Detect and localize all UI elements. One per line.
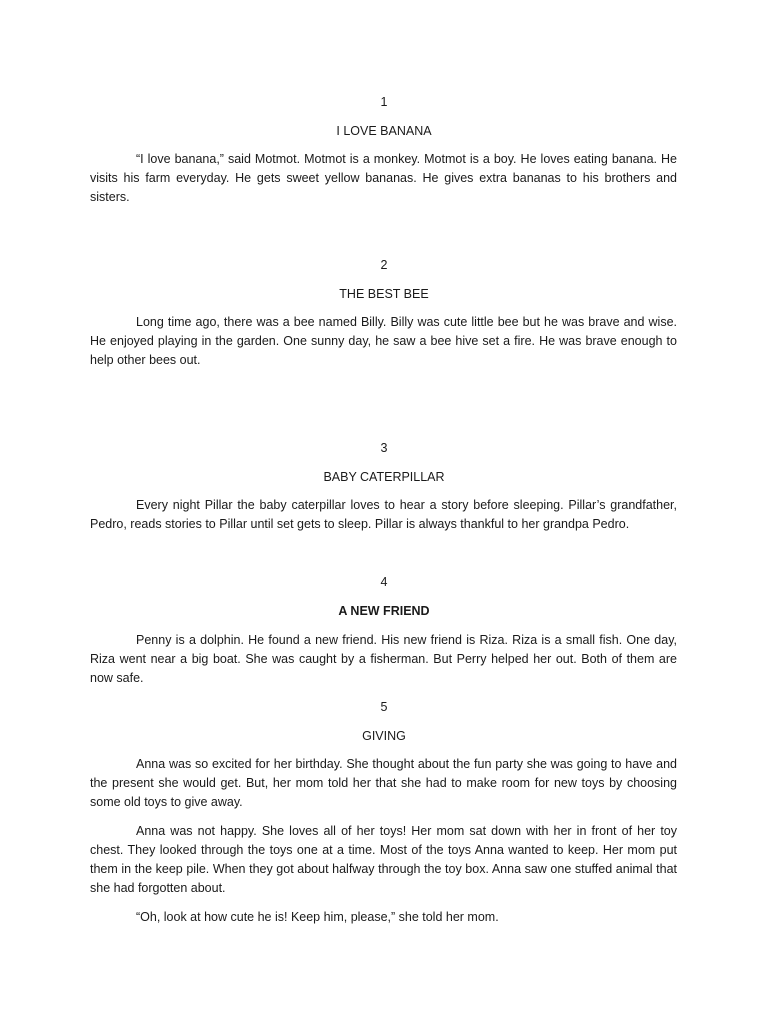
story-2-title: THE BEST BEE (339, 287, 429, 301)
story-1-paragraph-1: “I love banana,” said Motmot. Motmot is a monkey. Motmot is a boy. He loves eating banana. He visits his farm everyday. He gets sweet yellow bananas. He gives extra bananas to his brothers and sisters. (90, 152, 677, 204)
story-5-paragraph-2: Anna was not happy. She loves all of her toys! Her mom sat down with her in front of her toy chest. They looked through the toys one at a time. Most of the toys Anna wanted to keep. Her mom put them in the keep pile. When they got about halfway through the toy box. Anna saw one stuffed animal that she had forgotten about. (90, 824, 677, 895)
story-5-paragraph-3: “Oh, look at how cute he is! Keep him, please,” she told her mom. (136, 910, 499, 924)
story-4-title: A NEW FRIEND (338, 604, 430, 618)
story-5-title: GIVING (362, 729, 406, 743)
story-2-paragraph-1: Long time ago, there was a bee named Billy. Billy was cute little bee but he was brave and wise. He enjoyed playing in the garden. One sunny day, he saw a bee hive set a fire. He was brave enough to help other bees out. (90, 315, 677, 367)
story-5-number: 5 (380, 700, 388, 714)
story-4-paragraph-1: Penny is a dolphin. He found a new friend. His new friend is Riza. Riza is a small fish. One day, Riza went near a big boat. She was caught by a fisherman. But Perry helped her out. Both of them are now safe. (90, 633, 677, 685)
story-3-title: BABY CATERPILLAR (323, 470, 445, 484)
story-3-number: 3 (380, 441, 388, 455)
story-1-title: I LOVE BANANA (336, 124, 432, 138)
story-2-number: 2 (380, 258, 388, 272)
story-5-paragraph-1: Anna was so excited for her birthday. She thought about the fun party she was going to have and the present she would get. But, her mom told her that she had to make room for new toys by choosing some old toys to give away. (90, 757, 677, 809)
story-1-number: 1 (380, 95, 388, 109)
story-3-paragraph-1: Every night Pillar the baby caterpillar loves to hear a story before sleeping. Pillar’s grandfather, Pedro, reads stories to Pillar until set gets to sleep. Pillar is always thankful to her grandpa Pedro. (90, 498, 677, 531)
story-4-number: 4 (380, 575, 388, 589)
